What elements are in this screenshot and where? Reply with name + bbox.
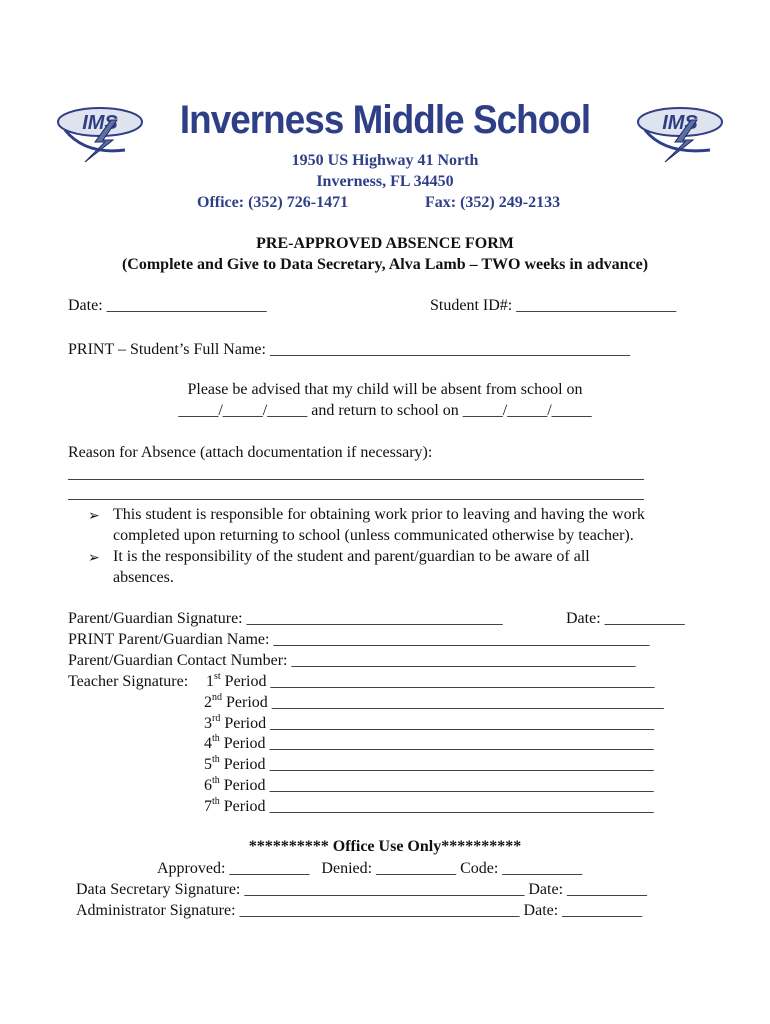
- ims-logo-text: IMS: [82, 112, 118, 134]
- period-signature-line[interactable]: ________________________________________________: [265, 756, 654, 773]
- period-label: Period: [222, 694, 268, 711]
- parent-contact-field[interactable]: Parent/Guardian Contact Number: ___________________________________________: [68, 652, 636, 669]
- bullet-2-line-1: It is the responsibility of the student and parent/guardian to be aware of all: [113, 548, 590, 565]
- fax-number: Fax: (352) 249-2133: [425, 194, 561, 211]
- address-street: 1950 US Highway 41 North: [291, 152, 479, 169]
- teacher-period-3-signature-field[interactable]: [204, 715, 654, 733]
- administrator-signature-field[interactable]: Administrator Signature: ___________________________________ Date: __________: [76, 902, 643, 919]
- office-use-title: Office Use Only: [332, 838, 442, 855]
- period-label: Period: [219, 756, 266, 773]
- period-signature-line[interactable]: _________________________________________________: [267, 694, 664, 711]
- parent-signature-date-field[interactable]: Date: __________: [566, 610, 685, 627]
- student-id-field[interactable]: Student ID#: ____________________: [430, 297, 677, 314]
- ims-logo-text: IMS: [662, 112, 698, 134]
- office-stars-right: **********: [441, 838, 522, 855]
- student-name-field[interactable]: PRINT – Student’s Full Name: _____________________________________________: [68, 341, 630, 358]
- arrow-bullet-icon: ➢: [88, 551, 100, 566]
- teacher-period-2-signature-field[interactable]: [204, 694, 664, 712]
- period-label: Period: [219, 777, 266, 794]
- office-stars-left: **********: [248, 838, 333, 855]
- period-number: 6: [204, 777, 212, 794]
- teacher-period-5-signature-field[interactable]: [204, 756, 654, 774]
- period-number: 7: [204, 798, 212, 815]
- period-number: 3: [204, 715, 212, 732]
- data-secretary-signature-field[interactable]: Data Secretary Signature: ___________________________________ Date: __________: [76, 881, 648, 898]
- absence-dates-field[interactable]: _____/_____/_____ and return to school on _____/_____/_____: [178, 402, 592, 419]
- date-field[interactable]: Date: ____________________: [68, 297, 267, 314]
- school-name: Inverness Middle School: [179, 98, 591, 142]
- period-number: 2: [204, 694, 212, 711]
- period-ordinal: rd: [212, 713, 221, 724]
- bullet-1-line-2: completed upon returning to school (unless communicated otherwise by teacher).: [113, 527, 634, 544]
- advised-text: Please be advised that my child will be absent from school on: [187, 381, 583, 398]
- period-label: Period: [219, 735, 266, 752]
- teacher-signature-label: Teacher Signature:: [68, 673, 189, 690]
- period-signature-line[interactable]: ________________________________________________: [265, 777, 654, 794]
- period-ordinal: th: [212, 733, 220, 744]
- office-use-heading: [0, 838, 770, 856]
- bullet-1-line-1: This student is responsible for obtaining work prior to leaving and having the work: [113, 506, 645, 523]
- period-ordinal: th: [212, 775, 220, 786]
- teacher-period-1-signature-field[interactable]: [206, 673, 654, 691]
- form-title: PRE-APPROVED ABSENCE FORM: [256, 235, 514, 252]
- teacher-period-4-signature-field[interactable]: [204, 735, 654, 753]
- period-signature-line[interactable]: ________________________________________________: [265, 798, 654, 815]
- approval-fields[interactable]: Approved: __________ Denied: __________ Code: __________: [157, 860, 583, 877]
- period-signature-line[interactable]: ________________________________________________: [266, 715, 655, 732]
- period-number: 5: [204, 756, 212, 773]
- period-label: Period: [220, 715, 267, 732]
- period-ordinal: th: [212, 754, 220, 765]
- period-number: 4: [204, 735, 212, 752]
- reason-line-2[interactable]: ________________________________________________________________________: [68, 485, 644, 502]
- period-ordinal: th: [212, 796, 220, 807]
- period-label: Period: [219, 798, 266, 815]
- period-label: Period: [220, 673, 267, 690]
- teacher-period-7-signature-field[interactable]: [204, 798, 654, 816]
- address-city: Inverness, FL 34450: [316, 173, 454, 190]
- period-signature-line[interactable]: ________________________________________________: [266, 673, 655, 690]
- period-signature-line[interactable]: ________________________________________________: [265, 735, 654, 752]
- parent-signature-field[interactable]: Parent/Guardian Signature: ________________________________: [68, 610, 503, 627]
- period-number: 1: [206, 673, 214, 690]
- reason-line-1[interactable]: ________________________________________________________________________: [68, 465, 644, 482]
- period-ordinal: st: [214, 671, 221, 682]
- office-phone: Office: (352) 726-1471: [197, 194, 349, 211]
- parent-name-field[interactable]: PRINT Parent/Guardian Name: _______________________________________________: [68, 631, 650, 648]
- reason-label: Reason for Absence (attach documentation if necessary):: [68, 444, 433, 461]
- period-ordinal: nd: [212, 692, 222, 703]
- bullet-2-line-2: absences.: [113, 569, 174, 586]
- arrow-bullet-icon: ➢: [88, 509, 100, 524]
- teacher-period-6-signature-field[interactable]: [204, 777, 654, 795]
- form-subtitle: (Complete and Give to Data Secretary, Alva Lamb – TWO weeks in advance): [121, 256, 649, 273]
